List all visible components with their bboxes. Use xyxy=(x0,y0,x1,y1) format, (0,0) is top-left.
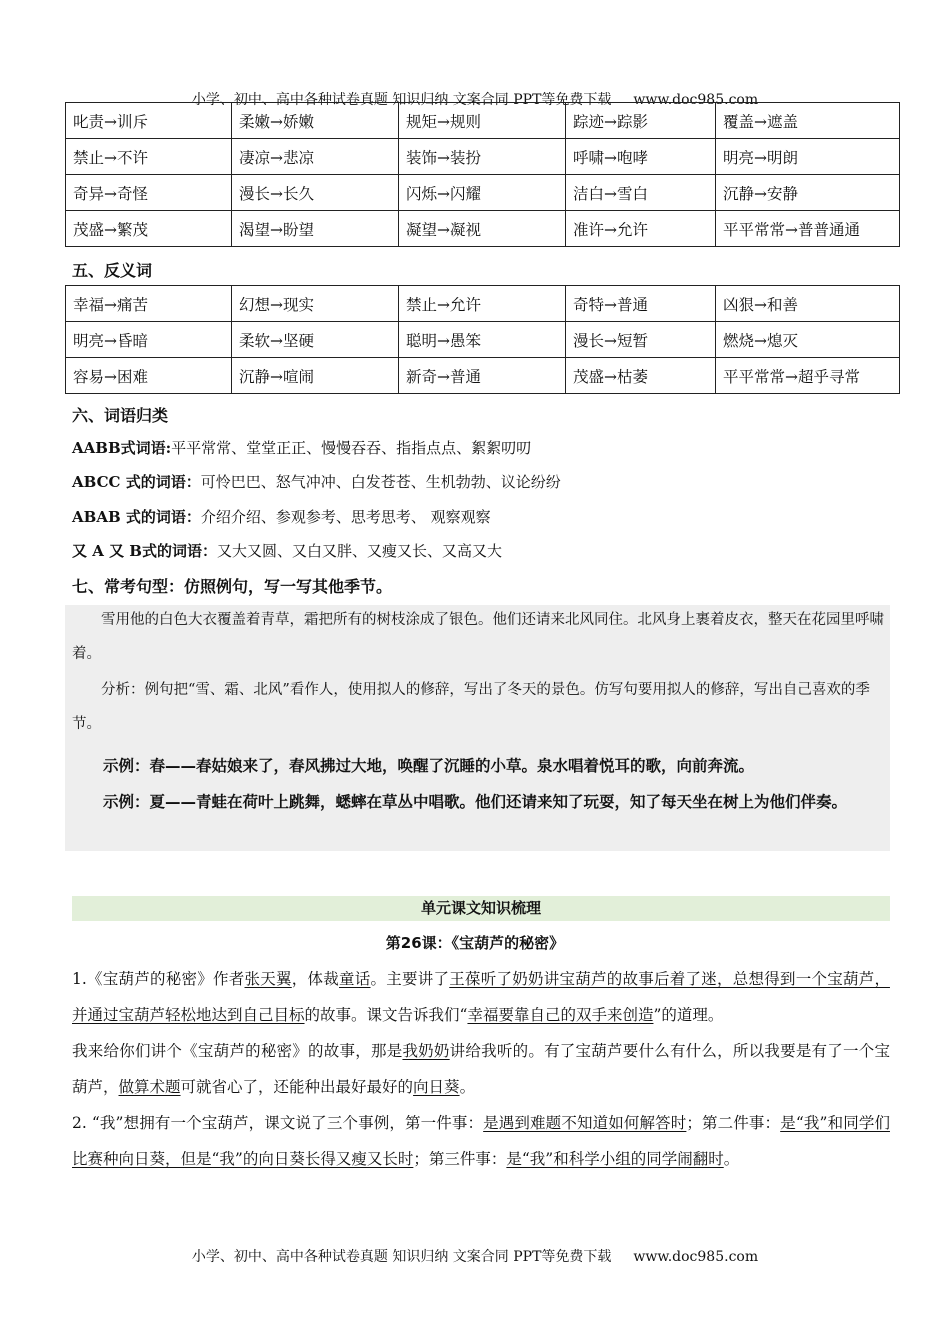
classify-label: AABB式词语: xyxy=(72,439,172,457)
classify-line xyxy=(72,471,561,492)
table-cell: 准许→允许 xyxy=(566,211,716,247)
event-3-answer: 是“我”和科学小组的同学闹翻时 xyxy=(506,1150,724,1168)
lesson-paragraph-1 xyxy=(72,961,890,1033)
table-cell: 聪明→愚笨 xyxy=(399,322,566,358)
text-run: 我来给你们讲个《宝葫芦的秘密》的故事，那是 xyxy=(72,1042,403,1060)
text-run: ；第二件事： xyxy=(686,1114,781,1132)
table-cell: 闪烁→闪耀 xyxy=(399,175,566,211)
task-answer: 做算术题 xyxy=(118,1078,181,1096)
lesson-paragraph-3 xyxy=(72,1105,890,1177)
classify-title: 六、词语归类 xyxy=(72,406,169,425)
text-run: ，体裁 xyxy=(291,970,340,988)
table-cell: 禁止→不许 xyxy=(66,139,232,175)
table-cell: 漫长→长久 xyxy=(232,175,399,211)
table-cell: 禁止→允许 xyxy=(399,286,566,322)
sample-summer: 示例：夏——青蛙在荷叶上跳舞，蟋蟀在草丛中唱歌。他们还请来知了玩耍，知了每天坐在树上为他们伴奏。 xyxy=(103,793,848,811)
table-cell: 平平常常→超乎寻常 xyxy=(716,358,900,394)
sentence-title: 七、常考句型：仿照例句，写一写其他季节。 xyxy=(72,577,393,596)
classify-label: 又 A 又 B式的词语： xyxy=(72,542,217,560)
text-run: ；第三件事： xyxy=(413,1150,507,1168)
flower-answer: 向日葵 xyxy=(413,1078,460,1096)
lesson-paragraph-2 xyxy=(72,1033,890,1105)
table-cell: 明亮→昏暗 xyxy=(66,322,232,358)
sample-spring: 示例：春——春姑娘来了，春风拂过大地，唤醒了沉睡的小草。泉水唱着悦耳的歌，向前奔流。 xyxy=(103,757,755,775)
table-cell: 容易→困难 xyxy=(66,358,232,394)
header-url[interactable]: www.doc985.com xyxy=(633,92,759,108)
table-cell: 踪迹→踪影 xyxy=(566,103,716,139)
table-cell: 沉静→喧闹 xyxy=(232,358,399,394)
table-row xyxy=(66,286,900,322)
table-cell: 叱责→训斥 xyxy=(66,103,232,139)
text-run: 讲给我听的。有了宝葫芦要什么有什么，所以我要是有了一个宝葫芦， xyxy=(72,1042,890,1096)
classify-text: 可怜巴巴、怒气冲冲、白发苍苍、生机勃勃、议论纷纷 xyxy=(200,473,561,491)
table-cell: 洁白→雪白 xyxy=(566,175,716,211)
text-run: 1.《宝葫芦的秘密》作者 xyxy=(72,970,245,988)
classify-text: 平平常常、堂堂正正、慢慢吞吞、指指点点、絮絮叨叨 xyxy=(171,439,532,457)
author-answer: 张天翼 xyxy=(244,970,292,988)
table-cell: 幻想→现实 xyxy=(232,286,399,322)
text-run: 。 xyxy=(723,1150,740,1168)
table-row xyxy=(66,211,900,247)
table-cell: 平平常常→普普通通 xyxy=(716,211,900,247)
table-row xyxy=(66,103,900,139)
analysis-text: 分析：例句把“雪、霜、北风”看作人，使用拟人的修辞，写出了冬天的景色。仿写句要用拟人的修辞，写出自己喜欢的季节。 xyxy=(72,682,870,732)
table-row xyxy=(66,358,900,394)
table-row xyxy=(66,139,900,175)
table-cell: 新奇→普通 xyxy=(399,358,566,394)
text-run: 的故事。课文告诉我们“ xyxy=(304,1006,468,1024)
table-cell: 幸福→痛苦 xyxy=(66,286,232,322)
classify-label: ABAB 式的词语： xyxy=(72,508,201,526)
table-row xyxy=(66,175,900,211)
text-run: 。主要讲了 xyxy=(370,970,450,988)
lesson-title: 第26课：《宝葫芦的秘密》 xyxy=(385,934,565,952)
summary-answer: 王葆听了奶奶讲宝葫芦的故事后着了迷，总想得到一个宝葫芦，并通过宝葫芦轻松地达到自己目标 xyxy=(72,970,890,1024)
table-cell: 凶狠→和善 xyxy=(716,286,900,322)
classify-label: ABCC 式的词语： xyxy=(72,473,201,491)
classify-text: 又大又圆、又白又胖、又瘦又长、又高又大 xyxy=(216,542,502,560)
table-cell: 凝望→凝视 xyxy=(399,211,566,247)
text-run: 2. “我”想拥有一个宝葫芦，课文说了三个事例，第一件事： xyxy=(72,1114,484,1132)
classify-line xyxy=(72,540,502,561)
table-cell: 渴望→盼望 xyxy=(232,211,399,247)
teller-answer: 我奶奶 xyxy=(402,1042,450,1060)
genre-answer: 童话 xyxy=(339,970,371,988)
event-2-answer: 是“我”和同学们比赛种向日葵，但是“我”的向日葵长得又瘦又长时 xyxy=(72,1114,890,1168)
table-cell: 茂盛→枯萎 xyxy=(566,358,716,394)
header-text: 小学、初中、高中各种试卷真题 知识归纳 文案合同 PPT等免费下载 xyxy=(191,92,612,108)
table-cell: 茂盛→繁茂 xyxy=(66,211,232,247)
table-cell: 奇特→普通 xyxy=(566,286,716,322)
table-cell: 规矩→规则 xyxy=(399,103,566,139)
text-run: 可就省心了，还能种出最好最好的 xyxy=(180,1078,414,1096)
moral-answer: 幸福要靠自己的双手来创造 xyxy=(467,1006,654,1024)
table-cell: 覆盖→遮盖 xyxy=(716,103,900,139)
table-row xyxy=(66,322,900,358)
table-cell: 燃烧→熄灭 xyxy=(716,322,900,358)
table-cell: 奇异→奇怪 xyxy=(66,175,232,211)
classify-line xyxy=(72,506,491,527)
table-cell: 柔软→坚硬 xyxy=(232,322,399,358)
text-run: 。 xyxy=(459,1078,476,1096)
table-cell: 漫长→短暂 xyxy=(566,322,716,358)
footer-text: 小学、初中、高中各种试卷真题 知识归纳 文案合同 PPT等免费下载 xyxy=(191,1249,612,1265)
table-cell: 装饰→装扮 xyxy=(399,139,566,175)
synonyms-table xyxy=(65,102,900,247)
event-1-answer: 是遇到难题不知道如何解答时 xyxy=(483,1114,687,1132)
antonyms-table xyxy=(65,285,900,394)
unit-title: 单元课文知识梳理 xyxy=(72,896,890,921)
table-cell: 柔嫩→娇嫩 xyxy=(232,103,399,139)
example-sentence: 雪用他的白色大衣覆盖着青草，霜把所有的树枝涂成了银色。他们还请来北风同住。北风身上裹着皮衣，整天在花园里呼啸着。 xyxy=(72,612,884,662)
antonyms-title: 五、反义词 xyxy=(72,261,153,280)
classify-line xyxy=(72,437,531,458)
footer-url[interactable]: www.doc985.com xyxy=(633,1249,759,1265)
table-cell: 凄凉→悲凉 xyxy=(232,139,399,175)
classify-text: 介绍介绍、参观参考、思考思考、 观察观察 xyxy=(200,508,491,526)
table-cell: 明亮→明朗 xyxy=(716,139,900,175)
table-cell: 沉静→安静 xyxy=(716,175,900,211)
page-footer xyxy=(0,1246,950,1266)
text-run: ”的道理。 xyxy=(653,1006,724,1024)
table-cell: 呼啸→咆哮 xyxy=(566,139,716,175)
